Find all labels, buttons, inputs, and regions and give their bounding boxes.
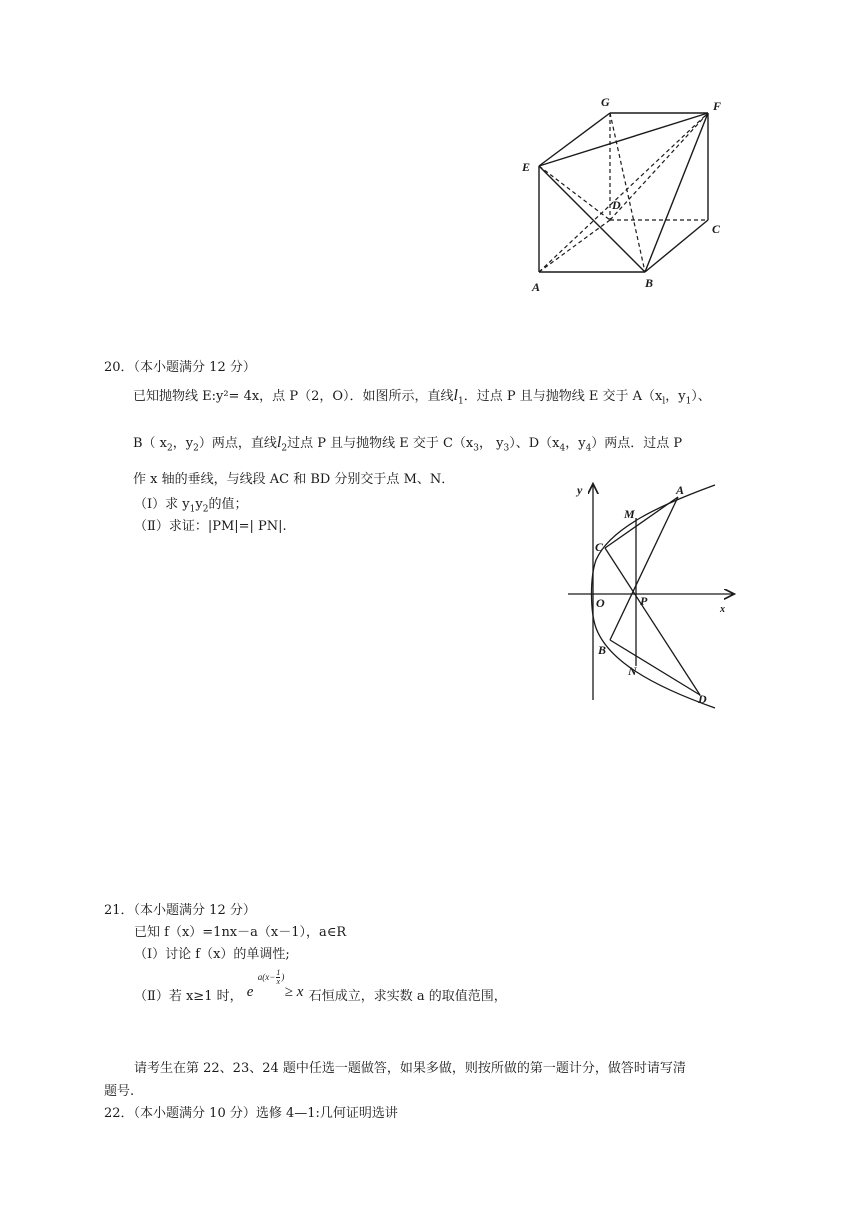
- q20-line3: 作 x 轴的垂线，与线段 AC 和 BD 分别交于点 M、N．: [133, 472, 455, 487]
- q20-line1: 已知抛物线 E:y²= 4x，点 P（2，O）．如图所示，直线$l_1$．过点 P 且与抛物线 E 交于 $A(x_l$，$y_1$）、: [133, 387, 711, 407]
- label-A: A: [676, 483, 685, 497]
- segment-AC: [605, 497, 678, 548]
- q20-heading: 20．（本小题满分 12 分）: [104, 360, 256, 375]
- label-D: D: [612, 198, 621, 212]
- label-F: F: [713, 99, 722, 113]
- q20-part1: （I）求 $y_1y_2$的值；: [134, 497, 248, 515]
- label-P: P: [640, 594, 648, 608]
- edge-FB: [645, 113, 708, 272]
- q21-part2: （Ⅱ）若 x≥1 时， e a(x− $\frac{1}{x}$ ) ≥ x 石恒成立，求实数 a 的取值范围，: [134, 968, 507, 1004]
- label-O: O: [596, 596, 605, 610]
- edge-ED: [539, 166, 610, 220]
- instructions-line1: 请考生在第 22、23、24 题中任选一题做答，如果多做，则按所做的第一题计分，做答时请写清: [134, 1061, 686, 1076]
- label-G: G: [601, 95, 610, 109]
- q22-heading: 22．（本小题满分 10 分）选修 4—1:几何证明选讲: [104, 1106, 398, 1121]
- label-N: N: [628, 664, 637, 678]
- cube-figure: [515, 95, 735, 300]
- q21-line1: 已知 f（x）=1nx－a（x－1），a∈R: [134, 925, 347, 940]
- label-A: A: [532, 280, 541, 294]
- label-x: x: [720, 604, 725, 615]
- edge-EG: [539, 113, 610, 166]
- edge-GB: [610, 113, 645, 272]
- edge-DA: [539, 220, 610, 272]
- label-C: C: [595, 540, 604, 554]
- parabola-curve: [592, 485, 716, 708]
- chord-AB: [610, 497, 678, 640]
- instructions-line2: 题号.: [104, 1084, 135, 1099]
- q21-heading: 21．（本小题满分 12 分）: [104, 903, 256, 918]
- label-C: C: [712, 222, 721, 236]
- parabola-figure: [560, 475, 750, 710]
- label-E: E: [522, 160, 531, 174]
- label-y: y: [577, 483, 583, 497]
- label-B: B: [598, 643, 607, 657]
- q21-part1: （I）讨论 f（x）的单调性;: [134, 947, 290, 962]
- label-D: D: [698, 692, 707, 706]
- label-M: M: [624, 507, 635, 521]
- edge-AF: [539, 113, 708, 272]
- q20-line2: B（ $x_2$，$y_2$）两点，直线$l_2$过点 P 且与抛物线 E 交于 $C(x_3$， $y_3$）、$D(x_4$，$y_4$）两点．过点 P: [133, 434, 683, 454]
- exp-expression: e a(x− $\frac{1}{x}$ ) ≥ x: [246, 968, 304, 1000]
- label-B: B: [645, 276, 654, 290]
- q20-part2: （Ⅱ）求证：|PM|=| PN|.: [134, 519, 287, 534]
- segment-BD: [610, 640, 700, 695]
- edge-EF: [539, 113, 708, 166]
- edge-EB: [539, 166, 645, 272]
- edge-CB: [645, 220, 708, 272]
